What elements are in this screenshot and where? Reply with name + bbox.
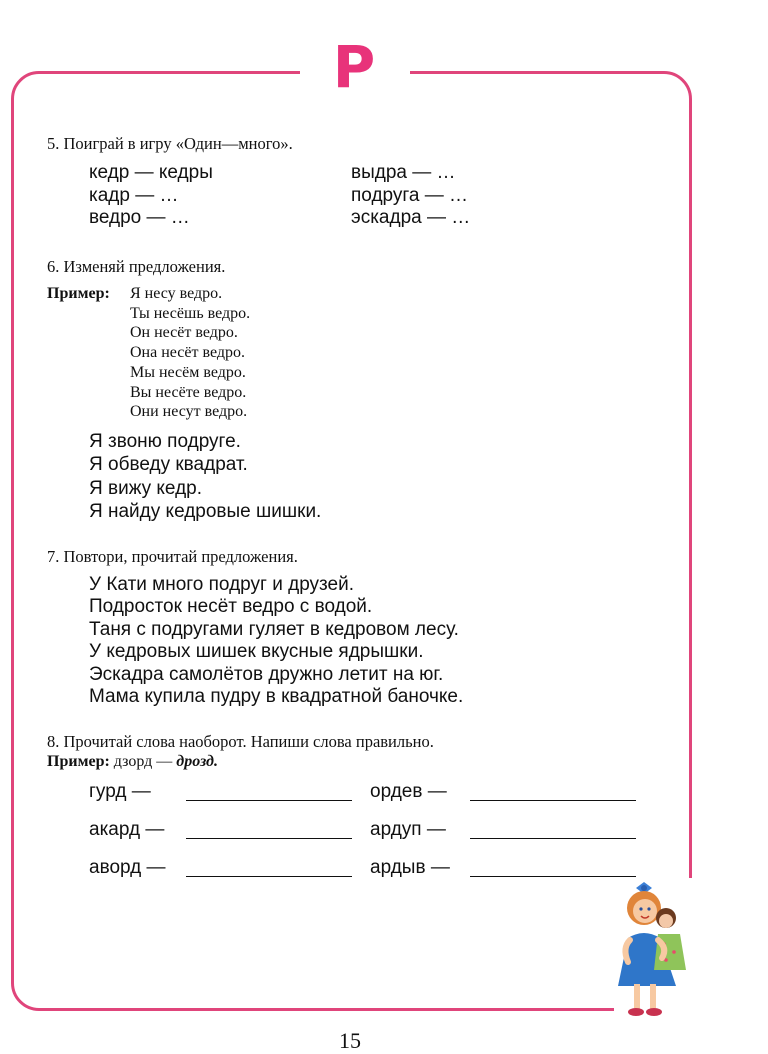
- ex8-example: [47, 752, 218, 772]
- sentence: Я вижу кедр.: [89, 477, 203, 499]
- reversed-word: аворд —: [89, 857, 166, 878]
- reversed-word: ардыв —: [370, 857, 450, 878]
- reversed-word: ардуп —: [370, 819, 446, 840]
- ex5-pair: эскадра — …: [351, 207, 471, 228]
- example-line: Ты несёшь ведро.: [130, 304, 251, 322]
- sentence: У кедровых шишек вкусные ядрышки.: [89, 641, 424, 663]
- reversed-word: ордев —: [370, 781, 447, 802]
- ex6-title: 6. Изменяй предложения.: [47, 257, 226, 276]
- ex5-left-column: [89, 162, 213, 230]
- example-line: Она несёт ведро.: [130, 344, 245, 362]
- example-line: Я несу ведро.: [130, 285, 223, 302]
- example-line: Мы несём ведро.: [130, 363, 246, 381]
- ex7-sentences: [89, 574, 463, 708]
- reversed-word: гурд —: [89, 781, 151, 802]
- example-line: Вы несёте ведро.: [130, 383, 247, 401]
- sentence: Эскадра самолётов дружно летит на юг.: [89, 663, 444, 685]
- sentence: Я звоню подруге.: [89, 431, 241, 452]
- answer-line[interactable]: [186, 876, 352, 877]
- ex5-pair: подруга — …: [351, 184, 469, 206]
- answer-line[interactable]: [470, 876, 636, 877]
- ex8-title: 8. Прочитай слова наоборот. Напиши слова правильно.: [47, 732, 434, 751]
- ex5-right-column: [351, 162, 470, 230]
- sentence: Подросток несёт ведро с водой.: [89, 596, 373, 618]
- answer-line[interactable]: [186, 838, 352, 839]
- ex5-pair: кедр — кедры: [89, 162, 213, 183]
- sentence: Мама купила пудру в квадратной баночке.: [89, 686, 464, 708]
- ex7-title: 7. Повтори, прочитай предложения.: [47, 547, 298, 566]
- sentence: У Кати много подруг и друзей.: [89, 574, 355, 595]
- ex8-example-answer: дрозд.: [176, 753, 218, 770]
- ex6-sentences: [89, 430, 321, 523]
- answer-line[interactable]: [186, 800, 352, 801]
- girl-with-doll-icon: [614, 878, 704, 1020]
- example-line: Он несёт ведро.: [130, 324, 238, 342]
- sentence: Я найду кедровые шишки.: [89, 500, 322, 522]
- ex8-example-word: дзорд —: [113, 753, 173, 770]
- answer-line[interactable]: [470, 838, 636, 839]
- sentence: Я обведу квадрат.: [89, 454, 248, 476]
- ex5-pair: выдра — …: [351, 162, 456, 183]
- ex8-example-label: Пример:: [47, 753, 110, 770]
- ex5-pair: кадр — …: [89, 184, 179, 206]
- answer-line[interactable]: [470, 800, 636, 801]
- ex5-title: 5. Поиграй в игру «Один—много».: [47, 134, 293, 153]
- reversed-word: акард —: [89, 819, 165, 840]
- sentence: Таня с подругами гуляет в кедровом лесу.: [89, 618, 459, 640]
- ex6-example-label: Пример:: [47, 285, 110, 302]
- ex5-pair: ведро — …: [89, 207, 190, 228]
- page-number: 15: [339, 1028, 361, 1053]
- ex6-example-lines: [130, 284, 250, 422]
- page-letter: Р: [332, 33, 376, 101]
- example-line: Они несут ведро.: [130, 403, 248, 421]
